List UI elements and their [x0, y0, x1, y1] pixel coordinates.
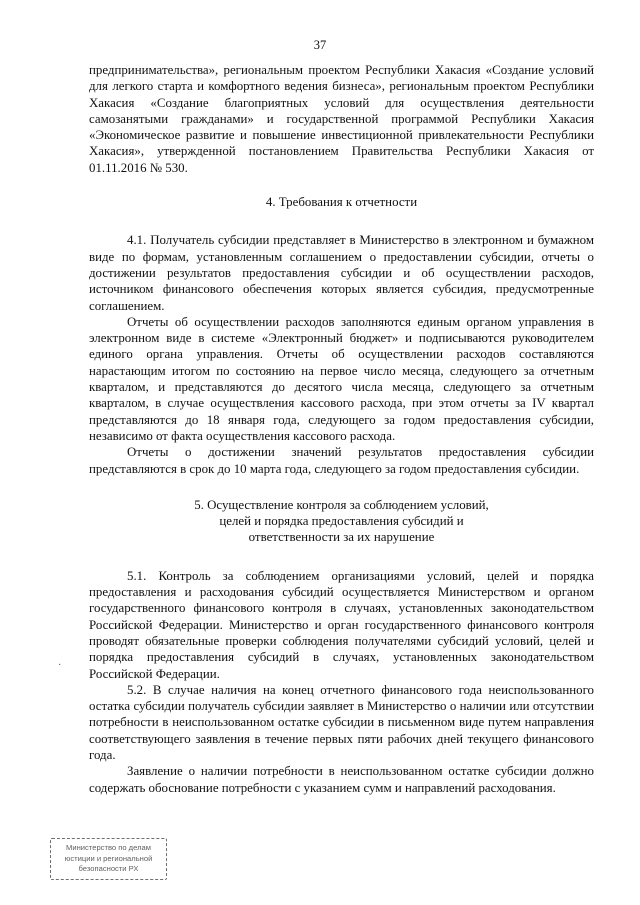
paragraph-continuation: предпринимательства», региональным проектом Республики Хакасия «Создание условий для легкого старта и комфортного ведения бизнеса», региональным проектом Республики Хакасия «Создание благоприятных условий для осуществления деятельности самозанятыми гражданами» и государственной программой Республики Хакасия «Экономическое развитие и повышение инвестиционной привлекательности Республики Хакасия», утвержденной постановлением Правительства Республики Хакасия от 01.11.2016 № 530.: [89, 63, 594, 175]
registration-stamp: [50, 838, 167, 880]
stamp-line-2: юстиции и региональной: [64, 853, 153, 863]
paragraph-5-2: 5.2. В случае наличия на конец отчетного финансового года неиспользованного остатка субсидии получатель субсидии заявляет в Министерство о наличии или отсутствии потребности в неиспользованном остатке субсидии в письменном виде путем направления соответствующего заявления в течение первых пяти рабочих дней текущего финансового года.: [89, 682, 594, 762]
paragraph-4-1: 4.1. Получатель субсидии представляет в Министерство в электронном и бумажном виде по формам, установленным соглашением о предоставлении субсидии, отчеты о достижении результатов предоставления субсидии и об осуществлении расходов, источником финансового обеспечения которых является субсидия, предусмотренные соглашением.: [89, 233, 594, 313]
section-5-heading-line-2: целей и порядка предоставления субсидий и: [219, 514, 464, 529]
margin-dot: ·: [58, 660, 62, 671]
paragraph-expense-reports: Отчеты об осуществлении расходов заполняются единым органом управления в электронном виде в системе «Электронный бюджет» и подписываются руководителем единого органа управления. Отчеты об осуществлении расходов составляются нарастающим итогом по состоянию на первое число месяца, следующего за отчетным кварталом, и представляются до десятого числа месяца, следующего за отчетным кварталом, в случае осуществления кассового расхода, при этом отчеты за IV квартал представляются до 18 января года, следующего за годом предоставления субсидии, независимо от факта осуществления кассового расхода.: [89, 314, 594, 443]
section-5-heading-line-3: ответственности за их нарушение: [248, 530, 435, 545]
paragraph-application: Заявление о наличии потребности в неиспользованном остатке субсидии должно содержать обоснование потребности с указанием сумм и направлений расходования.: [89, 764, 594, 795]
stamp-line-3: безопасности РХ: [78, 864, 139, 873]
section-4-heading: 4. Требования к отчетности: [265, 195, 418, 210]
section-5-heading: [89, 497, 594, 546]
document-body: [89, 62, 594, 796]
page-number: 37: [313, 38, 327, 52]
section-5-heading-line-1: 5. Осуществление контроля за соблюдением условий,: [194, 497, 489, 512]
paragraph-results-reports: Отчеты о достижении значений результатов предоставления субсидии представляются в срок до 10 марта года, следующего за годом предоставления субсидии.: [89, 445, 594, 476]
paragraph-5-1: 5.1. Контроль за соблюдением организациями условий, целей и порядка предоставления и расходования субсидий осуществляется Министерством и органом государственного финансового контроля в случаях, установленных законодательством Российской Федерации. Министерство и орган государственного финансового контроля проводят обязательные проверки соблюдения получателями субсидий условий, целей и порядка предоставления субсидий в случаях, установленных законодательством Российской Федерации.: [89, 568, 594, 681]
stamp-line-1: Министерство по делам: [66, 843, 151, 852]
